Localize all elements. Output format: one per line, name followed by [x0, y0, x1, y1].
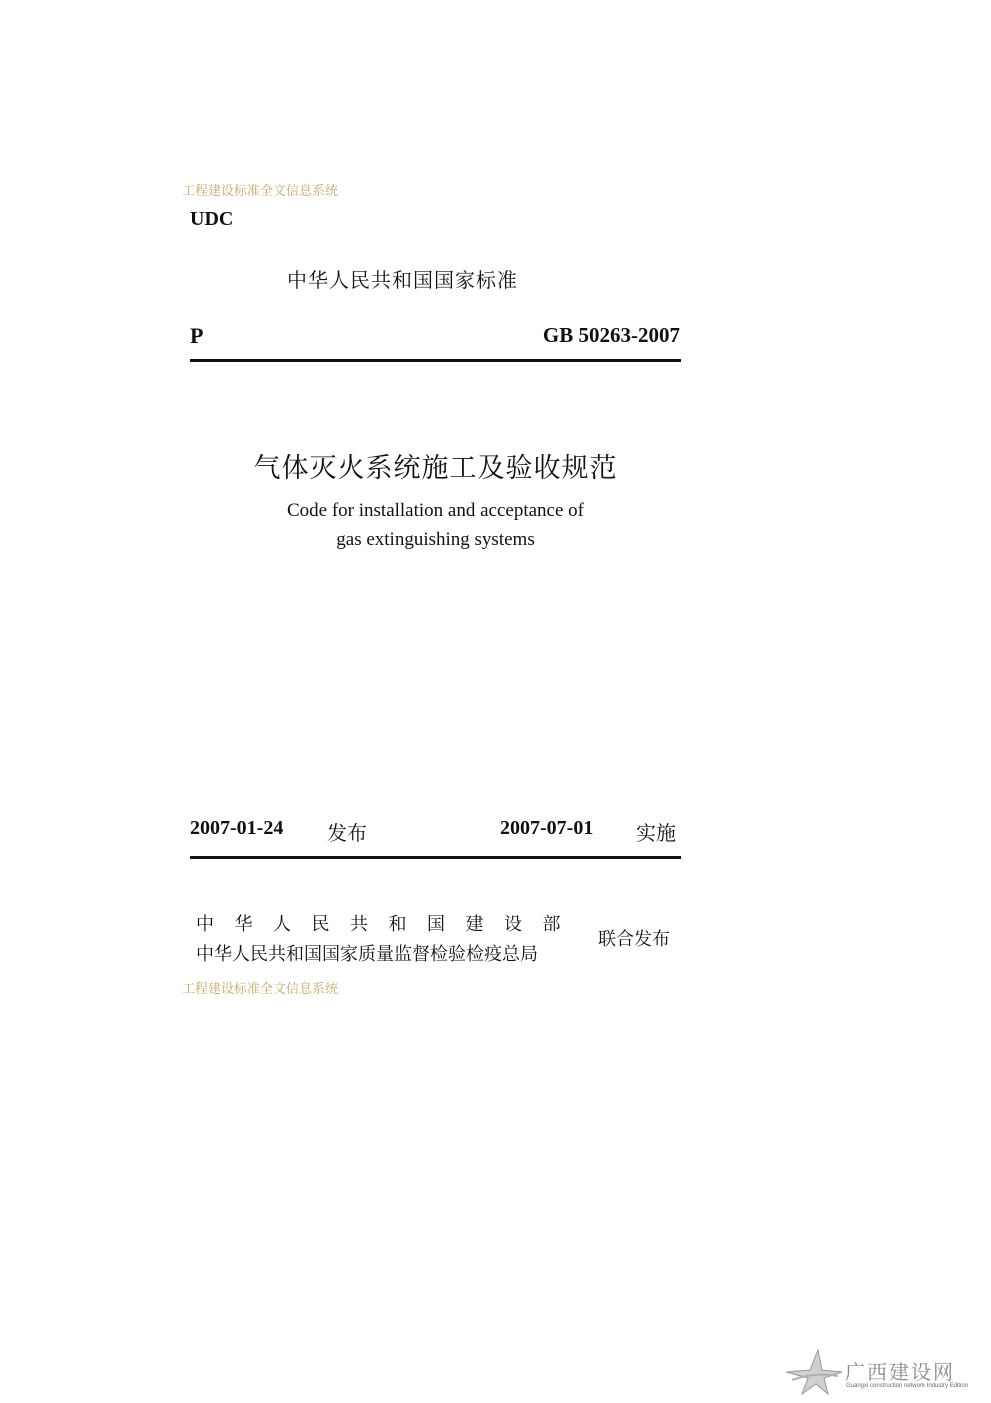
- title-english-line1: Code for installation and acceptance of: [286, 500, 584, 521]
- udc-label: UDC: [190, 208, 234, 230]
- header-rule: [190, 359, 681, 362]
- joint-issue-label: 联合发布: [598, 929, 670, 950]
- logo-subtitle: Guangxi construction network Industry Edition: [846, 1383, 969, 1389]
- title-chinese: 气体灭火系统施工及验收规范: [253, 453, 618, 484]
- watermark-top: 工程建设标准全文信息系统: [182, 184, 339, 199]
- effective-date: 2007-07-01: [500, 817, 594, 839]
- watermark-bottom: 工程建设标准全文信息系统: [182, 982, 339, 997]
- issue-label: 发布: [327, 821, 367, 845]
- issuer-ministry-of-construction: 中华人民共和国建设部: [196, 914, 581, 935]
- date-rule: [190, 856, 681, 859]
- national-standard-heading: 中华人民共和国国家标准: [287, 268, 518, 292]
- standard-number: GB 50263-2007: [542, 323, 680, 347]
- issuer-aqsiq: 中华人民共和国国家质量监督检验检疫总局: [196, 944, 538, 965]
- title-english-line2: gas extinguishing systems: [336, 529, 535, 550]
- logo-title: 广西建设网: [845, 1360, 955, 1384]
- effective-label: 实施: [636, 821, 676, 845]
- category-code: P: [190, 323, 204, 348]
- issue-date: 2007-01-24: [190, 817, 284, 839]
